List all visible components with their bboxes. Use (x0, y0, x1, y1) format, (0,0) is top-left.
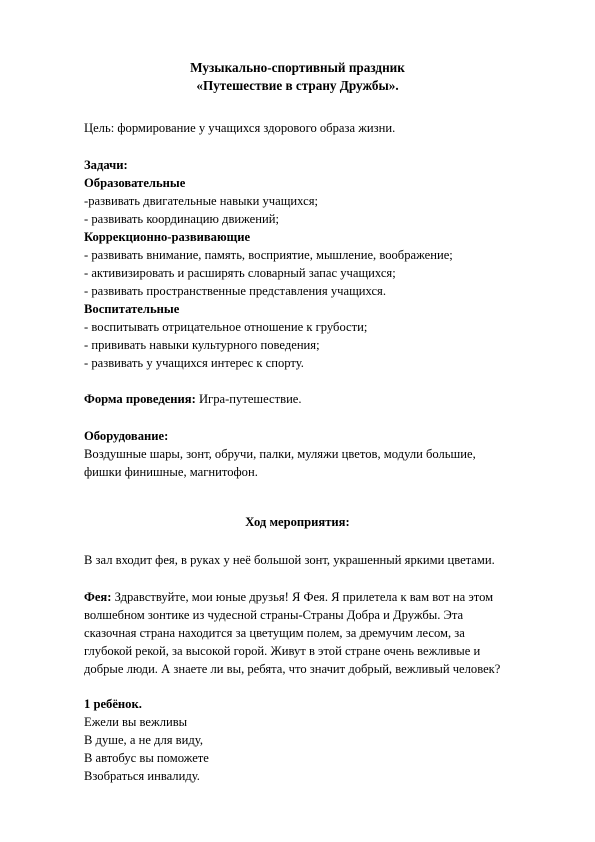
form-text: Игра-путешествие. (195, 392, 302, 406)
form-label: Форма проведения: (84, 392, 196, 406)
list-item: -развивать двигательные навыки учащихся; (84, 194, 318, 208)
corrective-heading: Коррекционно-развивающие (84, 230, 251, 244)
equipment-line-1: Воздушные шары, зонт, обручи, палки, муляжи цветов, модули большие, (84, 447, 476, 461)
list-item: - развивать у учащихся интерес к спорту. (84, 356, 304, 370)
form-line (84, 391, 302, 407)
goal-line (84, 120, 395, 136)
tasks-heading: Задачи: (84, 158, 128, 172)
title-line-1: Музыкально-спортивный праздник (190, 60, 405, 75)
fairy-line-5: добрые люди. А знаете ли вы, ребята, что значит добрый, вежливый человек? (84, 662, 501, 676)
upbringing-heading: Воспитательные (84, 302, 180, 316)
poem-line-4: Взобраться инвалиду. (84, 769, 200, 783)
title-line-2: «Путешествие в страну Дружбы». (196, 78, 399, 93)
poem-line-3: В автобус вы поможете (84, 751, 209, 765)
event-heading: Ход мероприятия: (245, 515, 350, 529)
list-item: - развивать внимание, память, восприятие, мышление, воображение; (84, 248, 453, 262)
equipment-line-2: фишки финишные, магнитофон. (84, 465, 258, 479)
event-intro: В зал входит фея, в руках у неё большой зонт, украшенный яркими цветами. (84, 553, 495, 567)
goal-label: Цель: (84, 121, 115, 135)
goal-text: формирование у учащихся здорового образа жизни. (114, 121, 396, 135)
fairy-line-1 (84, 589, 493, 605)
list-item: - прививать навыки культурного поведения; (84, 338, 320, 352)
poem-line-1: Ежели вы вежливы (84, 715, 188, 729)
list-item: - развивать пространственные представления учащихся. (84, 284, 386, 298)
list-item: - развивать координацию движений; (84, 212, 279, 226)
fairy-line-3: сказочная страна находится за цветущим полем, за дремучим лесом, за (84, 626, 465, 640)
child1-label: 1 ребёнок. (84, 697, 142, 711)
equipment-heading: Оборудование: (84, 429, 169, 443)
poem-line-2: В душе, а не для виду, (84, 733, 203, 747)
fairy-text: Здравствуйте, мои юные друзья! Я Фея. Я прилетела к вам вот на этом (111, 590, 494, 604)
list-item: - воспитывать отрицательное отношение к грубости; (84, 320, 368, 334)
fairy-line-4: глубокой рекой, за высокой горой. Живут в этой стране очень вежливые и (84, 644, 481, 658)
fairy-label: Фея: (84, 590, 112, 604)
fairy-line-2: волшебном зонтике из чудесной страны-Страны Добра и Дружбы. Эта (84, 608, 464, 622)
educational-heading: Образовательные (84, 176, 186, 190)
list-item: - активизировать и расширять словарный запас учащихся; (84, 266, 396, 280)
